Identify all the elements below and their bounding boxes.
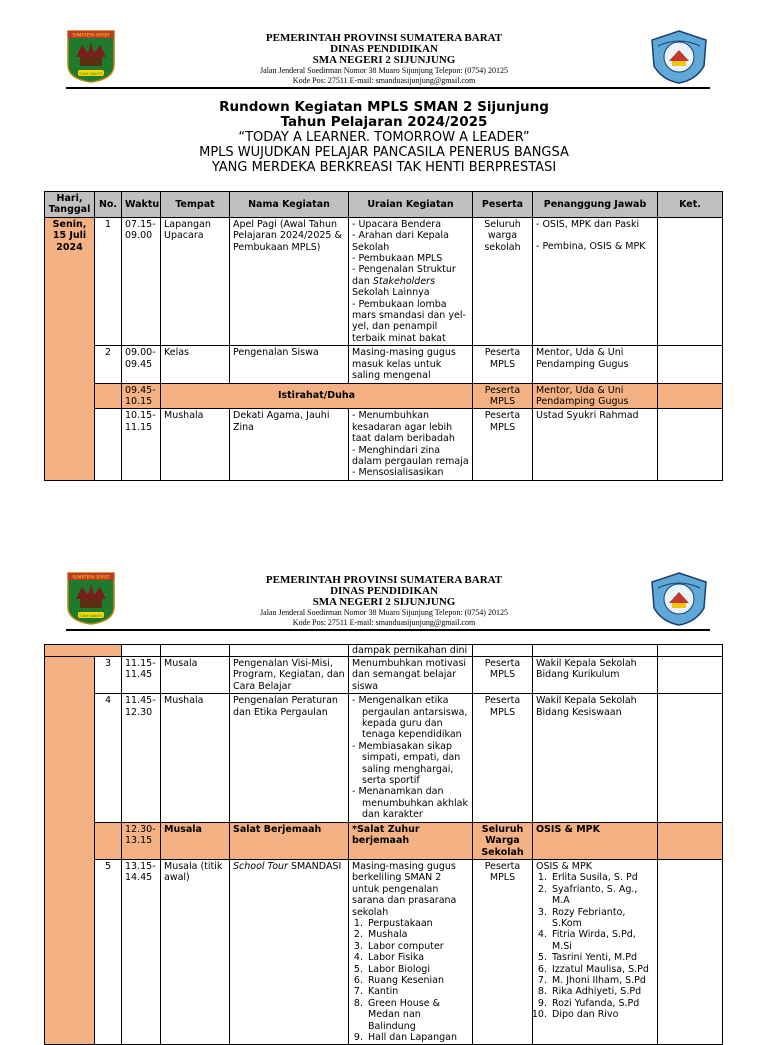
list-item: 1. Perpustakaan (366, 918, 469, 929)
letterhead-rule (66, 629, 710, 631)
row-activity: Pengenalan Peraturan dan Etika Pergaulan (230, 694, 349, 822)
document-title (0, 100, 768, 175)
desc-text: Masing-masing gugus berkeliling SMAN 2 untuk pengenalan sarana dan prasarana sekolah (352, 860, 457, 918)
letterhead-rule (66, 87, 710, 89)
list-item: 5. Labor Biologi (366, 964, 469, 975)
header-participants: Peserta (473, 192, 533, 218)
rundown-table-page-1 (44, 191, 723, 481)
row-time: 11.15-11.45 (122, 657, 161, 694)
header-place: Tempat (161, 192, 230, 218)
list-item: 7. M. Jhoni Ilham, S.Pd (550, 975, 654, 986)
row-description (349, 217, 473, 345)
letterhead (0, 27, 768, 87)
agency-name: DINAS PENDIDIKAN (330, 43, 438, 55)
break-label: Istirahat/Duha (161, 383, 473, 409)
list-item: 10. Dipo dan Rivo (550, 1009, 654, 1020)
header-day: Hari, Tanggal (45, 192, 95, 218)
crest-motto: TUAH SAKATO (79, 613, 103, 618)
table-row (45, 694, 723, 822)
header-description: Uraian Kegiatan (349, 192, 473, 218)
school-emblem-icon (650, 30, 708, 84)
row-pic: Wakil Kepala Sekolah Bidang Kurikulum (533, 657, 658, 694)
list-item: 8. Rika Adhiyeti, S.Pd (550, 986, 654, 997)
desc-text: Mengenalkan etika pergaulan antarsiswa, kepada guru dan tenaga kependidikan (358, 695, 468, 741)
row-time: 12.30-13.15 (122, 822, 161, 859)
row-description: *Salat Zuhur berjemaah (349, 822, 473, 859)
agency-name: DINAS PENDIDIKAN (330, 585, 438, 597)
government-name: PEMERINTAH PROVINSI SUMATERA BARAT (265, 574, 503, 586)
desc-item: - Membiasakan sikap simpati, empati, dan saling menghargai, serta sportif (352, 740, 461, 787)
row-activity: Dekati Agama, Jauhi Zina (230, 409, 349, 480)
row-place: Musala (161, 657, 230, 694)
day-cell: Senin, 15 Juli 2024 (45, 217, 95, 480)
row-participants: Seluruh warga sekolah (473, 217, 533, 345)
theme-line-2: YANG MERDEKA BERKREASI TAK HENTI BERPRESTASI (211, 160, 557, 175)
list-item: 4. Fitria Wirda, S.Pd, M.Si (550, 929, 654, 952)
row-place: Lapangan Upacara (161, 217, 230, 345)
row-time: 10.15-11.15 (122, 409, 161, 480)
school-contact: Kode Pos: 27511 E-mail: smanduasijunjung@gmail.com (292, 618, 476, 627)
places-list (352, 918, 469, 1043)
tagline: “TODAY A LEARNER. TOMORROW A LEADER” (238, 130, 530, 145)
row-notes (658, 657, 723, 694)
desc-text: Menanamkan dan menumbuhkan akhlak dan karakter (358, 786, 468, 821)
desc-item: - Pembukaan lomba mars smandasi dan yel-yel, dan penampil terbaik minat bakat (352, 298, 466, 344)
row-notes (658, 383, 723, 409)
row-description (349, 694, 473, 822)
row-pic: Mentor, Uda & Uni Pendamping Gugus (533, 383, 658, 409)
list-item: 6. Ruang Kesenian (366, 975, 469, 986)
row-participants: Peserta MPLS (473, 859, 533, 1045)
theme-line-1: MPLS WUJUDKAN PELAJAR PANCASILA PENERUS BANGSA (199, 145, 569, 160)
break-row (45, 383, 723, 409)
sumbar-crest-icon (66, 29, 116, 83)
school-address: Jalan Jenderal Soedirman Nomor 38 Muaro Sijunjung Telepon: (0754) 20125 (260, 608, 508, 617)
crest-text: SUMATERA BARAT (72, 574, 110, 580)
prayer-row (45, 822, 723, 859)
row-participants: Peserta MPLS (473, 383, 533, 409)
row-participants: Peserta MPLS (473, 346, 533, 383)
table-row (45, 859, 723, 1045)
row-no (95, 383, 122, 409)
row-place: Kelas (161, 346, 230, 383)
row-notes (658, 409, 723, 480)
letterhead-page-2 (0, 569, 768, 629)
list-item: 3. Rozy Febrianto, S.Kom (550, 907, 654, 930)
letterhead-text (180, 27, 588, 86)
desc-item: - Menghindari zina dalam pergaulan remaja (352, 444, 469, 467)
crest-motto: TUAH SAKATO (79, 71, 103, 76)
header-notes: Ket. (658, 192, 723, 218)
desc-text: - Pengenalan Struktur dan (352, 264, 456, 287)
header-pic: Penanggung Jawab (533, 192, 658, 218)
row-activity: Apel Pagi (Awal Tahun Pelajaran 2024/2025 & Pembukaan MPLS) (230, 217, 349, 345)
row-activity (230, 859, 349, 1045)
activity-italic: School Tour (233, 860, 288, 872)
sumbar-crest-icon (66, 571, 116, 625)
table-row (45, 217, 723, 345)
row-no: 2 (95, 346, 122, 383)
row-description: Masing-masing gugus masuk kelas untuk saling mengenal (349, 346, 473, 383)
row-pic: Mentor, Uda & Uni Pendamping Gugus (533, 346, 658, 383)
row-description: dampak pernikahan dini (349, 645, 473, 657)
row-pic: Wakil Kepala Sekolah Bidang Kesiswaan (533, 694, 658, 822)
school-name: SMA NEGERI 2 SIJUNJUNG (312, 596, 456, 608)
row-no (95, 822, 122, 859)
header-no: No. (95, 192, 122, 218)
row-notes (658, 859, 723, 1045)
list-item: 2. Mushala (366, 929, 469, 940)
row-pic: Ustad Syukri Rahmad (533, 409, 658, 480)
list-item: 2. Syafrianto, S. Ag., M.A (550, 884, 654, 907)
list-item: 9. Hall dan Lapangan (366, 1032, 469, 1043)
page-separator (0, 500, 768, 540)
row-no: 4 (95, 694, 122, 822)
list-item: 3. Labor computer (366, 941, 469, 952)
row-no: 1 (95, 217, 122, 345)
desc-italic: Stakeholders (372, 275, 436, 287)
desc-text: Membiasakan sikap simpati, empati, dan saling menghargai, serta sportif (358, 740, 461, 787)
desc-text: Sekolah Lainnya (352, 287, 430, 299)
row-place: Musala (161, 822, 230, 859)
row-place: Musala (titik awal) (161, 859, 230, 1045)
table-row (45, 346, 723, 383)
day-cell (45, 657, 95, 1045)
row-time: 07.15-09.00 (122, 217, 161, 345)
row-notes (658, 694, 723, 822)
row-participants: Peserta MPLS (473, 409, 533, 480)
row-notes (658, 346, 723, 383)
row-description (349, 409, 473, 480)
letterhead-text (180, 569, 588, 628)
school-address: Jalan Jenderal Soedirman Nomor 38 Muaro Sijunjung Telepon: (0754) 20125 (260, 66, 508, 75)
list-item: 1. Erlita Susila, S. Pd (550, 872, 654, 883)
row-description: Menumbuhkan motivasi dan semangat belajar siswa (349, 657, 473, 694)
list-item: 4. Labor Fisika (366, 952, 469, 963)
desc-item: - Upacara Bendera (352, 218, 442, 230)
table-row (45, 409, 723, 480)
row-pic: OSIS & MPK (533, 822, 658, 859)
government-name: PEMERINTAH PROVINSI SUMATERA BARAT (265, 32, 503, 44)
list-item: 6. Izzatul Maulisa, S.Pd (550, 964, 654, 975)
school-contact: Kode Pos: 27511 E-mail: smanduasijunjung@gmail.com (292, 76, 476, 85)
school-name: SMA NEGERI 2 SIJUNJUNG (312, 54, 456, 66)
desc-item: - Pembukaan MPLS (352, 253, 443, 265)
row-activity: Pengenalan Siswa (230, 346, 349, 383)
row-no: 5 (95, 859, 122, 1045)
rundown-table-page-2-body (44, 656, 723, 1045)
row-no: 3 (95, 657, 122, 694)
school-emblem-icon (650, 572, 708, 626)
row-participants: Seluruh Warga Sekolah (473, 822, 533, 859)
list-item: 9. Rozi Yufanda, S.Pd (550, 998, 654, 1009)
pic-item: - Pembina, OSIS & MPK (536, 241, 646, 253)
row-time: 11.45-12.30 (122, 694, 161, 822)
table-header-row (45, 192, 723, 218)
desc-item: - Menanamkan dan menumbuhkan akhlak dan karakter (352, 786, 468, 821)
row-pic (533, 217, 658, 345)
title-line-2: Tahun Pelajaran 2024/2025 (280, 114, 488, 130)
crest-text: SUMATERA BARAT (72, 32, 110, 38)
row-place: Mushala (161, 694, 230, 822)
activity-text: SMANDASI (287, 860, 342, 872)
row-time: 09.45-10.15 (122, 383, 161, 409)
table-row (45, 657, 723, 694)
list-item: 5. Tasrini Yenti, M.Pd (550, 952, 654, 963)
header-time: Waktu (122, 192, 161, 218)
desc-item: - Arahan dari Kepala Sekolah (352, 230, 449, 253)
row-activity: Pengenalan Visi-Misi, Program, Kegiatan, dan Cara Belajar (230, 657, 349, 694)
title-line-1: Rundown Kegiatan MPLS SMAN 2 Sijunjung (219, 99, 549, 115)
row-time: 09.00-09.45 (122, 346, 161, 383)
list-item: 8. Green House & Medan nan Balindung (366, 998, 469, 1032)
row-participants: Peserta MPLS (473, 657, 533, 694)
row-pic (533, 859, 658, 1045)
row-notes (658, 217, 723, 345)
list-item: 7. Kantin (366, 986, 469, 997)
desc-item: - Mensosialisasikan (352, 467, 444, 479)
row-activity: Salat Berjemaah (230, 822, 349, 859)
row-no (95, 409, 122, 480)
pic-list (536, 872, 654, 1020)
desc-item: - Menumbuhkan kesadaran agar lebih taat dalam beribadah (352, 410, 455, 445)
desc-item (352, 264, 469, 298)
row-participants: Peserta MPLS (473, 694, 533, 822)
desc-item: - Mengenalkan etika pergaulan antarsiswa, kepada guru dan tenaga kependidikan (352, 695, 468, 741)
row-place: Mushala (161, 409, 230, 480)
header-activity: Nama Kegiatan (230, 192, 349, 218)
row-notes (658, 822, 723, 859)
row-time: 13.15-14.45 (122, 859, 161, 1045)
row-description (349, 859, 473, 1045)
pic-head: OSIS & MPK (536, 860, 592, 872)
pic-item: - OSIS, MPK dan Paski (536, 218, 640, 230)
